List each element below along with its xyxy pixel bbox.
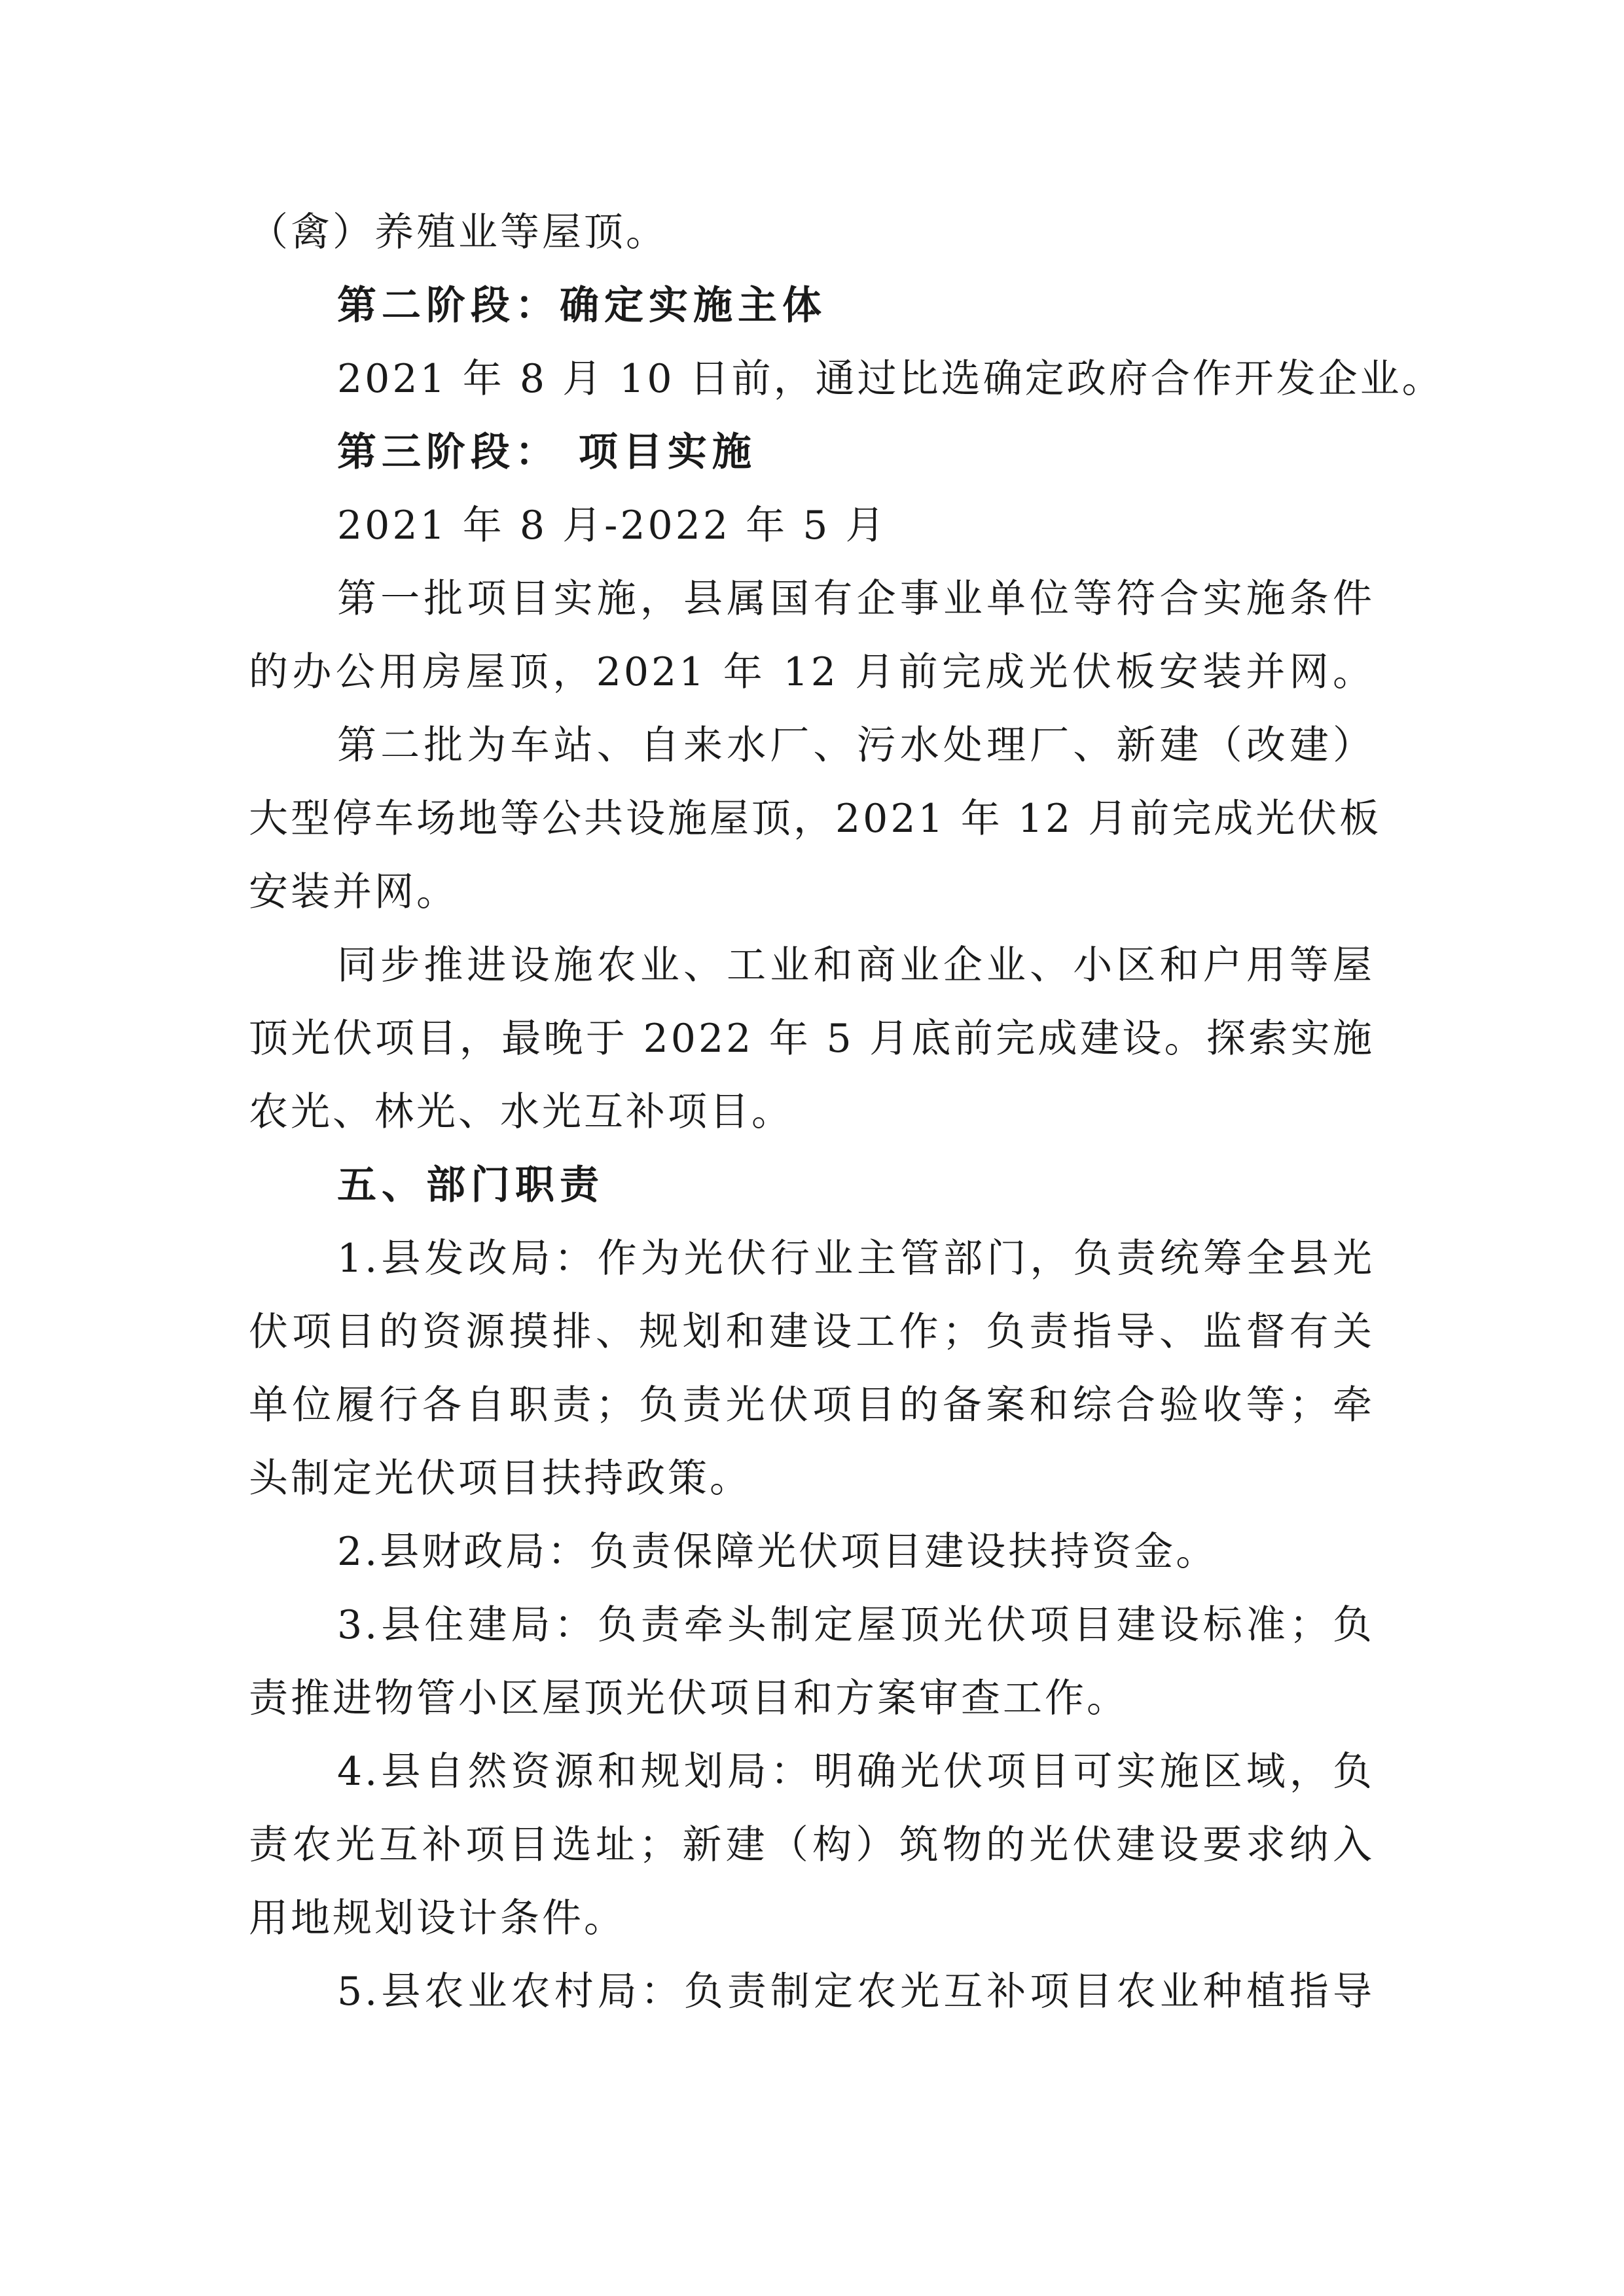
section-heading-department-duties: 五、部门职责 (337, 1162, 604, 1208)
paragraph-line: 头制定光伏项目扶持政策。 (249, 1456, 751, 1501)
paragraph-line: 2.县财政局：负责保障光伏项目建设扶持资金。 (337, 1529, 1218, 1575)
paragraph-line: 2021 年 8 月-2022 年 5 月 (337, 503, 888, 548)
paragraph-line: 顶光伏项目，最晚于 2022 年 5 月底前完成建设。探索实施 (249, 1016, 1375, 1062)
paragraph-line: 第二批为车站、自来水厂、污水处理厂、新建（改建） (337, 723, 1375, 768)
paragraph-line: 用地规划设计条件。 (249, 1895, 626, 1941)
paragraph-line: 2021 年 8 月 10 日前，通过比选确定政府合作开发企业。 (337, 356, 1444, 402)
paragraph-line: 责推进物管小区屋顶光伏项目和方案审查工作。 (249, 1676, 1128, 1721)
paragraph-line: 5.县农业农村局：负责制定农光互补项目农业种植指导 (337, 1969, 1375, 2015)
paragraph-line: 3.县住建局：负责牵头制定屋顶光伏项目建设标准；负 (337, 1602, 1375, 1648)
paragraph-line: 安装并网。 (249, 869, 458, 915)
paragraph-line: 的办公用房屋顶，2021 年 12 月前完成光伏板安装并网。 (249, 649, 1375, 695)
paragraph-line: 4.县自然资源和规划局：明确光伏项目可实施区域，负 (337, 1749, 1375, 1795)
paragraph-line: 责农光互补项目选址；新建（构）筑物的光伏建设要求纳入 (249, 1822, 1375, 1868)
paragraph-line: 单位履行各自职责；负责光伏项目的备案和综合验收等；牵 (249, 1382, 1375, 1428)
section-heading-stage-two: 第二阶段：确定实施主体 (337, 283, 827, 329)
section-heading-stage-three: 第三阶段： 项目实施 (337, 429, 757, 475)
paragraph-line: 大型停车场地等公共设施屋顶，2021 年 12 月前完成光伏板 (249, 796, 1382, 842)
paragraph-line: 第一批项目实施，县属国有企事业单位等符合实施条件 (337, 576, 1375, 622)
paragraph-line: 1.县发改局：作为光伏行业主管部门，负责统筹全县光 (337, 1236, 1375, 1282)
paragraph-line: 同步推进设施农业、工业和商业企业、小区和户用等屋 (337, 942, 1375, 988)
paragraph-line: 伏项目的资源摸排、规划和建设工作；负责指导、监督有关 (249, 1309, 1375, 1355)
paragraph-line: 农光、林光、水光互补项目。 (249, 1089, 793, 1135)
paragraph-line: （禽）养殖业等屋顶。 (249, 209, 668, 255)
